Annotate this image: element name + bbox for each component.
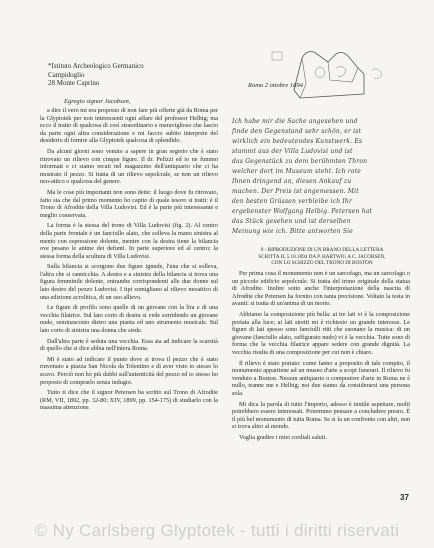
paragraph: La forma è la stessa del trono di Villa Ludovisi (fig. 2). Al centro della parte frontale è un fanciullo alato, che solleva la mano sinistra al mento con espressione dolente, mentre con la destra tiene la bilancia ove pesano le anime dei defunti. In parte superiore ed al centro; la stessa forma della scultura di Villa Ludovisi. <box>40 222 218 260</box>
handwritten-letter-facsimile <box>232 118 407 243</box>
handwritten-line: den besten Grüssen verbleibe ich Ihr <box>232 198 353 205</box>
caption-line-2: SCRITTA IL 5.10.1894 DA P. HARTWIG A C. JACOBSEN, <box>258 253 386 260</box>
handwritten-line: das Gegenstück zu dem berühmten Thron <box>232 158 368 165</box>
letter-date: Roma 2 ottobre 1894 <box>248 82 303 89</box>
paragraph: Mi dica la parola di tutto l'importo, adesso è inutile aspettare, molti potrebbero essere interessati. Potremmo pensare a concludere presto. È il più bel monumento di tutta Roma. Se si fa un confronto con altri, non si trova altro al mondo. <box>232 400 410 431</box>
handwritten-line: das Stück gesehen und ist derselben <box>232 218 351 225</box>
paragraph: Per prima cosa il monumento non è un sarcofago, ma un sarcofago o un piccolo edificio sepolcrale. Si tratta del trono originale della statua di Afrodite. Inoltre sotto anche l'interpretazione della nascita di Afrodite che Petersen ha fornito con tanta precisione. Voltato la testa in avanti: si tratta di un'anima di un morto. <box>232 270 410 308</box>
paragraph: Mi è stato ad indicare il punto dove si trova il pezzo che è stato rinvenuto a piazza San Nicola da Tolentino e di aver visto io stesso lo scavo. Perciò non ho più dubbi sull'autenticità del pezzo ed io stesso ho proposto di comprarlo senza indugio. <box>40 355 218 386</box>
paragraph: Abbiamo la composizione più bella: ai tre lati vi è la composizione portata alla luce; ai lati stretti mi è richiesto un grande interesse. Le figure di lati spesso sono fanciulli ritti che suonano la musica: di un giovane (fanciullo alato, raffigurato nudo) vi è la vecchia. Tutte sono di forma che la vecchia filatrice appare sedere con grande dignità. La vecchia risulta di una composizione per cui non è chiaro. <box>232 310 410 356</box>
letterhead-line-2: Campidoglio <box>48 70 85 79</box>
paragraph: Da alcuni giorni sono venuto a sapere in gran segreto che è stato ritrovato un rilievo con cinque figure. Il dr. Pelizzi ed io ne fummo informati e ci siamo recati nel magazzino dell'antiquario che ci ha mostrato il pezzo. Si tratta di un rilievo sepolcrale, se non un rilievo neo-attico o qualcosa del genere. <box>40 147 218 186</box>
right-column-text <box>232 270 410 444</box>
handwritten-line: welcher dort im Museum steht. Ich rate <box>232 168 362 175</box>
caption-line-3: CON LO SCHIZZO DEL TRONO DI BOSTON <box>271 260 373 266</box>
letter-greeting: Egregio signor Jacobsen, <box>64 98 131 105</box>
throne-sketch <box>232 40 402 110</box>
handwritten-line: Ihnen dringend an, diesen Ankauf zu <box>232 178 352 185</box>
handwritten-line: Ich habe mir die Sache angesehen und <box>232 118 358 125</box>
paragraph: Ma le cose più importanti non sono dette: il luogo dove fu ritrovato, fatto sta che dal primo momento ho capito di quale tesoro si tratti: è il Trono di Afrodite della Villa Ludovisi. Ed è la parte più interessante e meglio conservata. <box>40 188 218 219</box>
figure-caption <box>236 247 408 267</box>
copyright-watermark: © Ny Carlsberg Glyptotek - tutti i diritti riservati <box>34 521 400 540</box>
letterhead-line-3: 28 Monte Caprino <box>48 79 100 87</box>
caption-line-1: 9 - RIPRODUZIONE DI UN BRANO DELLA LETTERA <box>260 247 384 253</box>
handwritten-line: ergebenster Wolfgang Helbig. Petersen hat <box>232 208 373 215</box>
handwritten-line: finde den Gegenstand sehr schön, er ist <box>232 128 362 135</box>
paragraph: a dire il vero mi era proposto di non fare più offerte già da Roma per la Glyptotek per non interessenti ogni affare del professor Helbig; ma ecco il tratto di qualcosa di così straordinario e meraviglioso che lascio da parte ogni altra considerazione e mi faccio subito interprete del desiderio di fornire alla Glyptotek qualcosa di splendido. <box>40 107 218 145</box>
page-number: 37 <box>400 493 409 502</box>
paragraph: Tutto ti dice che il signor Petersen ha scritto sul Trono di Afrodite (RM, VII, 1892, pp. 32-80; XIV, 1899, pp. 154-175) di studiarlo con la massima attenzione. <box>40 389 218 412</box>
paragraph: Voglia gradire i miei cordiali saluti. <box>239 433 327 441</box>
handwritten-line: machen. Der Preis ist angemessen. Mit <box>232 188 359 195</box>
paragraph: Il rilievo è stato portato: come fanno a proposito di tale compito, il monumento appartiene ad un museo d'arte a scopi funerari. Il rilievo fu venduto a Boston. Nessun antiquario o compratore d'arte in Roma ne è nullo, tranne me e Helbig; noi due siamo da considerarsi una persona sola. <box>232 359 410 397</box>
letterhead-line-1: *Istituto Archeologico Germanico <box>48 62 144 70</box>
paragraph: Dall'altra parte è seduta una vecchia. Essa sta ad indicare la scarsità di quello che si dice abbia nell'intera Roma. <box>40 337 218 353</box>
handwritten-line: Meinung wie ich. Bitte antworten Sie <box>232 228 354 235</box>
handwritten-line: stammt aus der Villa Ludovisi und ist <box>232 148 353 155</box>
paragraph: Le figure di profilo sono quelle di un giovane con la lira e di una vecchia filatrice. Sul lato corto di destra si vede sorridendo un giovane nudo, seminascosto dietro una pianta ed uno strumento musicale. Sul lato corto di sinistra una donna che siede. <box>40 304 218 335</box>
handwritten-line: wirklich ein bedeutendes Kunstwerk. Es <box>232 138 363 145</box>
left-column-text <box>40 107 218 415</box>
letterhead <box>48 62 198 88</box>
paragraph: Sulla bilancia si scorgono due figure ignude, l'una che si solleva, l'altra che si rannicchia. A destra e a sinistra della bilancia si trova una figura femminile dolente, entrambe corrispondenti alle due donne sul lato destro del pezzo Ludovisi. I tipi somigliano al rilievo neoattico di una edizione acrolitica, di un suo allievo. <box>40 263 218 301</box>
